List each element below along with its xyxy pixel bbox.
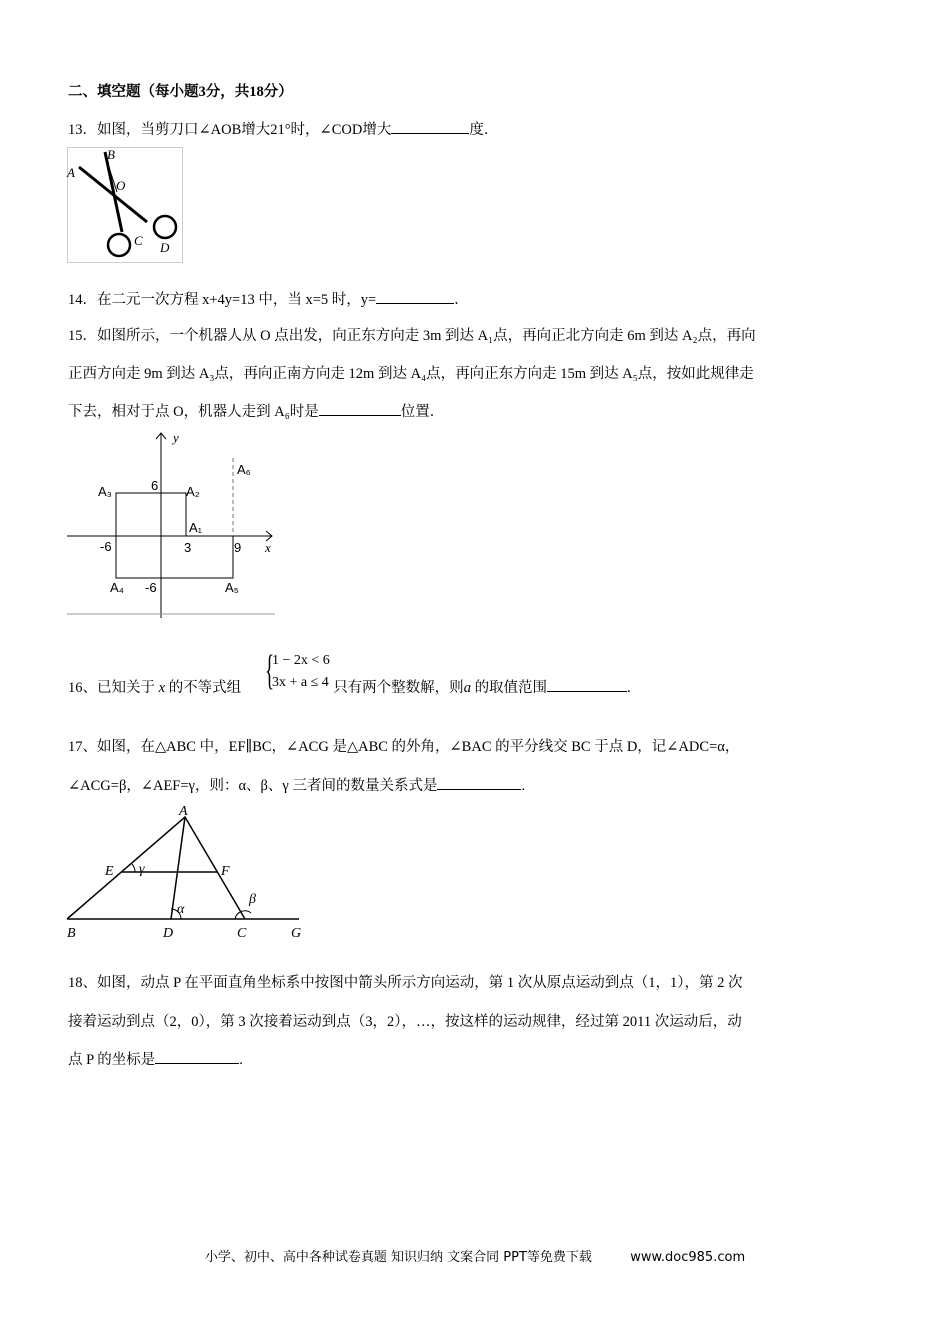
label-A: A (179, 804, 188, 819)
tick-neg6-y: -6 (145, 580, 157, 595)
triangle-figure (67, 803, 307, 943)
q18-line2: 接着运动到点（2，0），第 3 次接着运动到点（3，2），…，按这样的运动规律，经过第 2011 次运动后，动 (68, 1014, 742, 1030)
q16-mid: 的不等式组 (168, 680, 242, 696)
tick-9: 9 (234, 540, 242, 555)
axis-x-label: x (265, 540, 271, 555)
question-13 (68, 118, 868, 139)
answer-blank (391, 121, 469, 134)
tick-6: 6 (151, 478, 159, 493)
q15-end: 位置． (400, 404, 445, 420)
tick-3: 3 (184, 540, 192, 555)
answer-blank (547, 679, 627, 692)
scissors-figure (67, 147, 183, 263)
question-18-end (68, 1048, 868, 1069)
question-17-end (68, 774, 868, 795)
label-C: C (237, 926, 247, 941)
q18-end: . (239, 1052, 243, 1068)
label-F: F (221, 864, 230, 879)
q16-end: . (627, 680, 631, 696)
answer-blank (437, 777, 521, 790)
label-A: A (67, 165, 75, 180)
label-D: D (163, 926, 174, 941)
answer-blank (376, 291, 454, 304)
q15-line1: 15．如图所示，一个机器人从 O 点出发，向正东方向走 3m 到达 A₁点，再向正北方向走 6m 到达 A₂点，再向 (68, 328, 756, 344)
label-alpha: α (177, 902, 185, 917)
var-x: x (158, 680, 166, 696)
label-A3: A₃ (98, 484, 112, 499)
label-D: D (160, 240, 170, 255)
label-G: G (291, 926, 302, 941)
q18-line1: 18、如图，动点 P 在平面直角坐标系中按图中箭头所示方向运动，第 1 次从原点运动到点（1，1），第 2 次 (68, 975, 743, 991)
answer-blank (155, 1051, 239, 1064)
label-A5: A₅ (225, 580, 239, 595)
q16-prefix: 16、已知关于 (68, 680, 155, 696)
brace-icon: { (265, 648, 275, 694)
label-gamma: γ (139, 862, 145, 877)
q16-suffix: 只有两个整数解，则 (333, 680, 464, 696)
q15-line3: 下去，相对于点 O，机器人走到 A₆时是 (68, 404, 319, 420)
section-title: 二、填空题（每小题3分，共18分） (68, 84, 293, 100)
q17-end: . (521, 778, 526, 794)
var-a: a (463, 680, 471, 696)
q17-line2: ∠ACG=β，∠AEF=γ，则：α、β、γ 三者间的数量关系式是 (68, 778, 438, 794)
q17-line1: 17、如图，在△ABC 中，EF∥BC，∠ACG 是△ABC 的外角，∠BAC 的平分线交 BC 于点 D，记∠ADC=α， (68, 739, 740, 755)
q14-end: ． (454, 292, 469, 308)
answer-blank (319, 403, 401, 416)
label-O: O (116, 178, 126, 193)
label-B: B (67, 926, 76, 941)
footer-site-link[interactable]: www.doc985.com (630, 1250, 746, 1265)
robot-path-figure (67, 428, 277, 618)
label-A4: A₄ (110, 580, 124, 595)
label-E: E (105, 864, 114, 879)
q15-line2: 正西方向走 9m 到达 A₃点，再向正南方向走 12m 到达 A₄点，再向正东方向走 15m 到达 A₅点，按如此规律走 (68, 366, 754, 382)
footer-text: 小学、初中、高中各种试卷真题 知识归纳 文案合同 PPT等免费下载 (204, 1250, 592, 1265)
label-B: B (107, 147, 115, 162)
inequality-2: 3x + a ≤ 4 (272, 675, 329, 690)
q14-text: 14．在二元一次方程 x+4y=13 中，当 x=5 时，y= (68, 292, 377, 308)
question-16 (68, 676, 868, 697)
q13-end: 度． (469, 122, 499, 138)
label-A6: A₆ (237, 462, 251, 477)
label-C: C (134, 233, 143, 248)
question-15-end (68, 400, 868, 421)
label-A2: A₂ (186, 484, 200, 499)
axis-y-label: y (173, 430, 179, 445)
tick-neg6-x: -6 (100, 539, 112, 554)
inequality-1: 1 − 2x < 6 (272, 653, 330, 668)
q18-line3: 点 P 的坐标是 (68, 1052, 156, 1068)
footer (0, 1246, 950, 1265)
question-14 (68, 288, 868, 309)
label-A1: A₁ (189, 520, 203, 535)
q16-tail: 的取值范围 (474, 680, 548, 696)
q13-text: 13．如图，当剪刀口∠AOB增大21°时，∠COD增大 (68, 122, 392, 138)
label-beta: β (249, 892, 256, 907)
